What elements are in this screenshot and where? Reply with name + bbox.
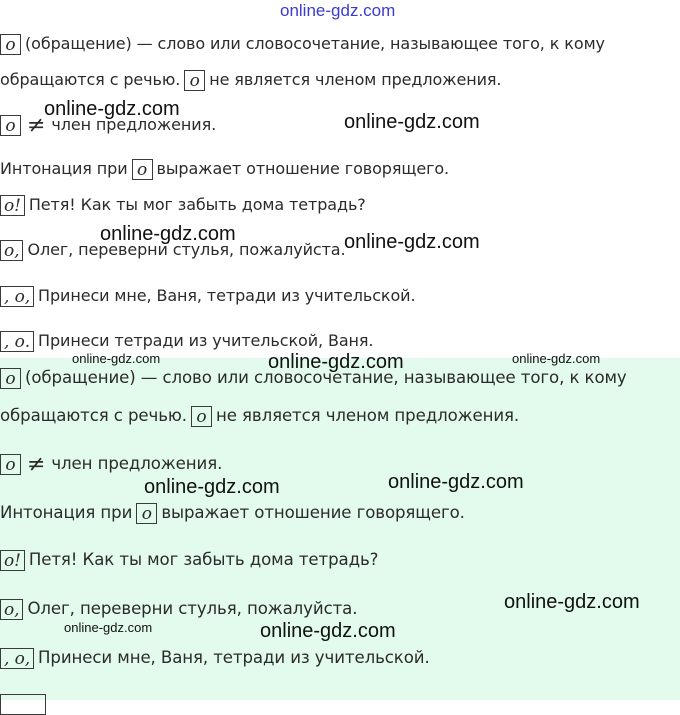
not-equal-symbol: ≠	[27, 112, 46, 138]
watermark: online-gdz.com	[344, 111, 480, 133]
example-text: Олег, переверни стулья, пожалуйста.	[27, 240, 346, 259]
example-text: Олег, переверни стулья, пожалуйста.	[27, 599, 358, 618]
watermark: online-gdz.com	[388, 471, 524, 493]
intonation-line	[0, 158, 449, 180]
scheme-box: о!	[0, 550, 25, 571]
intonation-text: Интонация при	[0, 159, 128, 178]
example-text: Петя! Как ты мог забыть дома тетрадь?	[28, 195, 366, 214]
watermark: online-gdz.com	[72, 351, 161, 366]
definition-line-1	[0, 33, 605, 55]
scheme-box: о,	[0, 599, 23, 620]
address-marker-box: о	[0, 115, 21, 136]
watermark: online-gdz.com	[504, 591, 640, 613]
example-text: Принеси мне, Ваня, тетради из учительской.	[38, 648, 430, 667]
not-equal-symbol: ≠	[27, 451, 46, 477]
example-line-1	[0, 549, 378, 571]
rule-text: член предложения.	[51, 115, 217, 134]
address-marker-box: о	[0, 34, 21, 55]
example-text: Принеси тетради из учительской, Ваня.	[38, 331, 374, 350]
scheme-box: , о,	[0, 286, 34, 307]
scheme-box: о,	[0, 240, 23, 261]
address-marker-box: о	[132, 159, 153, 180]
watermark: online-gdz.com	[144, 476, 280, 498]
watermark-top: online-gdz.com	[280, 1, 396, 20]
definition-text: (обращение) — слово или словосочетание, называющее того, к кому	[25, 34, 605, 53]
section-green	[0, 358, 680, 700]
intonation-line	[0, 502, 465, 524]
scheme-box	[0, 694, 46, 715]
example-text: Принеси мне, Ваня, тетради из учительской.	[38, 286, 416, 305]
intonation-text: Интонация при	[0, 503, 133, 522]
rule-line	[0, 453, 222, 476]
scheme-box: о!	[0, 195, 25, 216]
example-line-4-partial	[0, 693, 50, 715]
intonation-text: выражает отношение говорящего.	[156, 159, 450, 178]
example-line-1	[0, 194, 366, 216]
watermark: online-gdz.com	[64, 620, 153, 635]
watermark: online-gdz.com	[268, 351, 404, 373]
rule-text: член предложения.	[51, 454, 223, 473]
address-marker-box: о	[184, 70, 205, 91]
definition-text: обращаются с речью.	[0, 406, 187, 425]
scheme-box: , о.	[0, 331, 34, 352]
example-line-2	[0, 598, 357, 620]
watermark: online-gdz.com	[100, 223, 236, 245]
definition-text: обращаются с речью.	[0, 70, 181, 89]
example-line-3	[0, 647, 430, 669]
example-line-4	[0, 330, 373, 352]
intonation-text: выражает отношение говорящего.	[161, 503, 465, 522]
watermark: online-gdz.com	[44, 98, 180, 120]
definition-line-2	[0, 69, 501, 91]
definition-text: не является членом предложения.	[209, 70, 502, 89]
definition-text: не является членом предложения.	[215, 406, 520, 425]
address-marker-box: о	[136, 503, 157, 524]
address-marker-box: о	[191, 406, 212, 427]
address-marker-box: о	[0, 368, 21, 389]
watermark: online-gdz.com	[512, 351, 601, 366]
example-line-3	[0, 285, 415, 307]
example-text: Петя! Как ты мог забыть дома тетрадь?	[28, 550, 379, 569]
definition-line-2	[0, 405, 519, 427]
address-marker-box: о	[0, 454, 21, 475]
definition-text: (обращение) — слово или словосочетание, называющее того, к кому	[25, 368, 627, 387]
scheme-box: , о,	[0, 648, 34, 669]
watermark: online-gdz.com	[260, 620, 396, 642]
watermark: online-gdz.com	[344, 231, 480, 253]
